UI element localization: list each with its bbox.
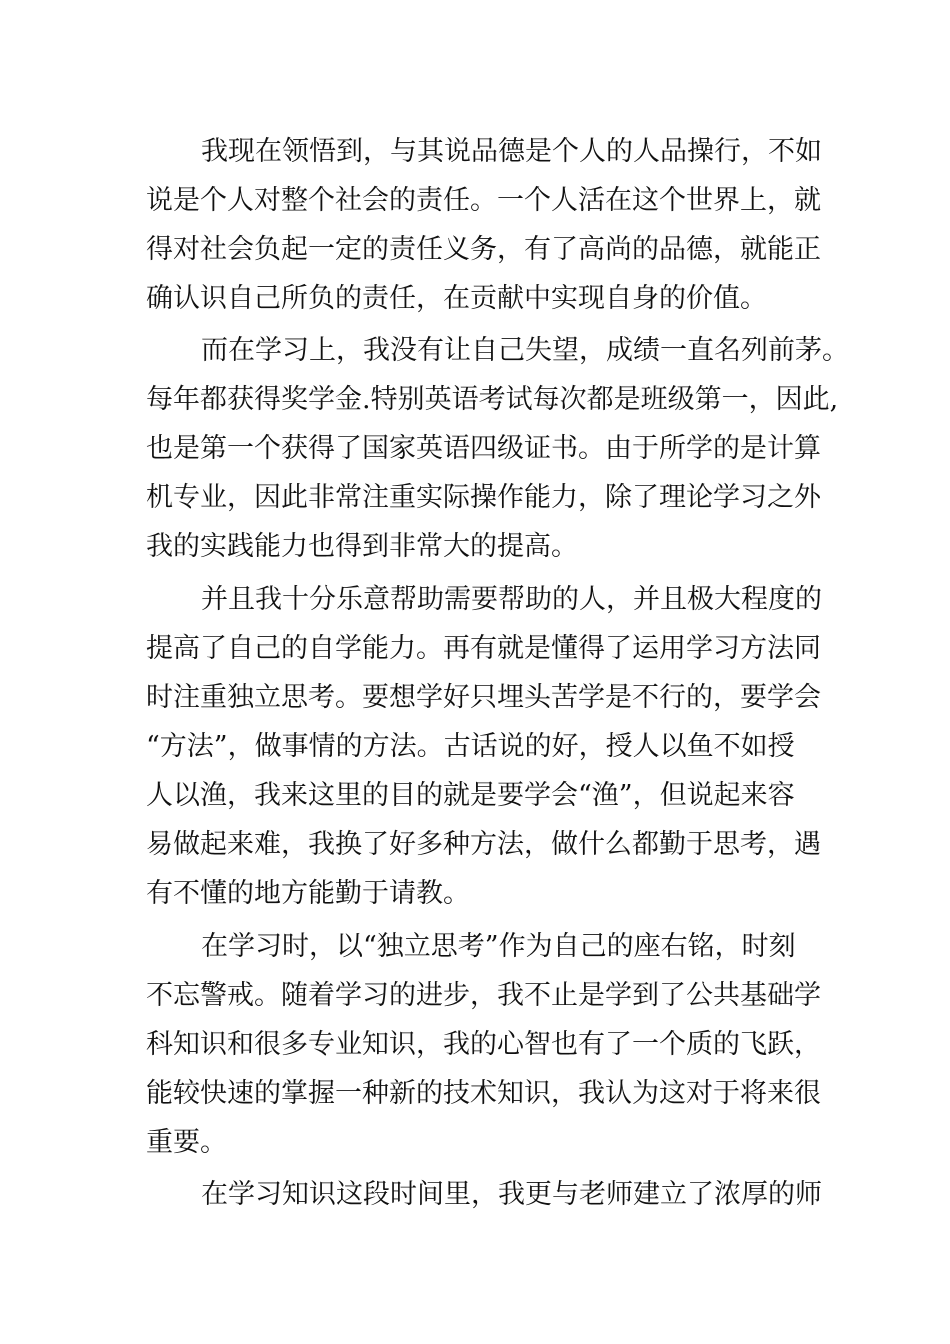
text-line: 确认识自己所负的责任，在贡献中实现自身的价值。 xyxy=(146,283,767,314)
text-line: “方法”，做事情的方法。古话说的好，授人以鱼不如授 xyxy=(146,731,795,762)
text-line: 时注重独立思考。要想学好只埋头苦学是不行的，要学会 xyxy=(146,682,821,713)
text-line: 能较快速的掌握一种新的技术知识，我认为这对于将来很 xyxy=(146,1078,821,1109)
text-line: 重要。 xyxy=(146,1127,227,1158)
text-line: 提高了自己的自学能力。再有就是懂得了运用学习方法同 xyxy=(146,633,821,664)
text-line: 科知识和很多专业知识，我的心智也有了一个质的飞跃， xyxy=(146,1029,821,1060)
text-line: 说是个人对整个社会的责任。一个人活在这个世界上，就 xyxy=(146,185,821,216)
text-line: 我现在领悟到，与其说品德是个人的人品操行，不如 xyxy=(201,136,822,167)
text-line: 并且我十分乐意帮助需要帮助的人，并且极大程度的 xyxy=(201,584,822,615)
text-line: 人以渔，我来这里的目的就是要学会“渔”，但说起来容 xyxy=(146,780,795,811)
text-line: 在学习知识这段时间里，我更与老师建立了浓厚的师 xyxy=(201,1179,822,1210)
text-line: 而在学习上，我没有让自己失望，成绩一直名列前茅。 xyxy=(201,335,849,366)
text-line: 机专业，因此非常注重实际操作能力，除了理论学习之外 xyxy=(146,482,821,513)
text-line: 每年都获得奖学金.特别英语考试每次都是班级第一，因此, xyxy=(146,384,839,415)
text-line: 易做起来难，我换了好多种方法，做什么都勤于思考，遇 xyxy=(146,829,821,860)
text-line: 得对社会负起一定的责任义务，有了高尚的品德，就能正 xyxy=(146,234,821,265)
text-line: 不忘警戒。随着学习的进步，我不止是学到了公共基础学 xyxy=(146,980,821,1011)
text-line: 我的实践能力也得到非常大的提高。 xyxy=(146,531,578,562)
text-line: 也是第一个获得了国家英语四级证书。由于所学的是计算 xyxy=(146,433,821,464)
text-line: 在学习时，以“独立思考”作为自己的座右铭，时刻 xyxy=(201,931,796,962)
text-line: 有不懂的地方能勤于请教。 xyxy=(146,878,470,909)
